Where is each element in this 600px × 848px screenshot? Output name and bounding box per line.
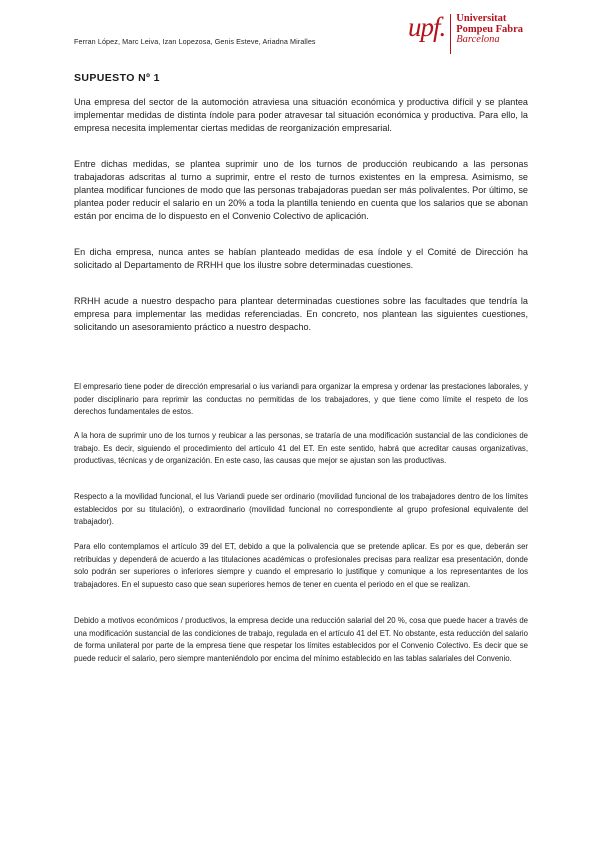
logo-line-3: Barcelona: [456, 34, 500, 45]
answer-paragraph: Respecto a la movilidad funcional, el Ius Variandi puede ser ordinario (movilidad funcional de los trabajadores dentro de los límites establecidos por su titulación), o extraordinario (movilidad funcional no correspondiente al grupo profesional equivalente del trabajador).: [74, 492, 528, 526]
authors-header: Ferran López, Marc Leiva, Izan Lopezosa, Genis Esteve, Ariadna Miralles: [74, 37, 316, 46]
statement-paragraph: En dicha empresa, nunca antes se habían planteado medidas de esa índole y el Comité de Dirección ha solicitado al Departamento de RRHH que los ilustre sobre determinadas cuestiones.: [74, 247, 528, 270]
logo-line-2: Pompeu Fabra: [456, 23, 524, 35]
logo-line-1: Universitat: [456, 13, 507, 24]
statement-paragraph: Una empresa del sector de la automoción atraviesa una situación económica y productiva difícil y se plantea implementar medidas de distinta índole para poder atravesar tal situación económica y productiva. Para ello, la empresa necesita implementar ciertas medidas de reorganización empresarial.: [74, 97, 528, 133]
statement-paragraph: Entre dichas medidas, se plantea suprimir uno de los turnos de producción reubicando a las personas trabajadoras adscritas al turno a suprimir, entre el resto de turnos existentes en la empresa. Asimismo, se plantea modificar funciones de modo que las personas trabajadoras puedan ser más polivalentes. Por último, se plantea poder reducir el salario en un 20% a toda la plantilla teniendo en cuenta que los salarios que se abonan están por encima de lo dispuesto en el Convenio Colectivo de aplicación.: [74, 159, 528, 221]
answer-paragraph: Debido a motivos económicos / productivos, la empresa decide una reducción salarial del 20 %, cosa que puede hacer a través de una modificación sustancial de las condiciones de trabajo, regulada en el artículo 41 del ET. No obstante, esta reducción del salario de forma unilateral por parte de la empresa tiene que respetar los límites establecidos por el Convenio Colectivo. Es decir que se puede reducir el salario, pero siempre manteniéndolo por encima del mínimo establecido en las tablas salariales del Convenio.: [74, 616, 528, 663]
upf-logo: [408, 12, 523, 54]
answer-paragraph: Para ello contemplamos el artículo 39 del ET, debido a que la polivalencia que se pretende aplicar. Es por es que, deberán ser retribuidas y dependerá de acuerdo a las titulaciones académicas o profesionales precisas para realizar esa presentación, donde solo podrán ser superiores o inferiores siempre y cuando el empresario lo justifique y comunique a los representantes de los trabajadores. En el supuesto caso que sean superiores hemos de tener en cuenta el periodo en el que se realizan.: [74, 542, 528, 589]
logo-divider: [450, 14, 451, 54]
logo-mark: upf.: [408, 12, 446, 42]
answer-paragraph: A la hora de suprimir uno de los turnos y reubicar a las personas, se trataría de una modificación sustancial de las condiciones de trabajo. Es decir, siguiendo el procedimiento del artículo 41 del ET. En este sentido, habrá que acreditar causas organizativas, productivas, técnicas y de organización. En este caso, las causas que mejor se ajustan son las productivas.: [74, 431, 528, 465]
document-title: SUPUESTO Nº 1: [74, 72, 160, 84]
statement-paragraph: RRHH acude a nuestro despacho para plantear determinadas cuestiones sobre las facultades que tendría la empresa para implementar las medidas referenciadas. En concreto, nos plantean las siguientes cuestiones, solicitando un asesoramiento práctico a nuestro despacho.: [74, 296, 528, 332]
answer-paragraph: El empresario tiene poder de dirección empresarial o ius variandi para organizar la empresa y ordenar las prestaciones laborales, y poder disciplinario para reprimir las conductas no permitidas de los trabajadores, y que tiene como límite el respeto de los derechos fundamentales de estos.: [74, 382, 528, 416]
logo-text: [456, 14, 523, 46]
